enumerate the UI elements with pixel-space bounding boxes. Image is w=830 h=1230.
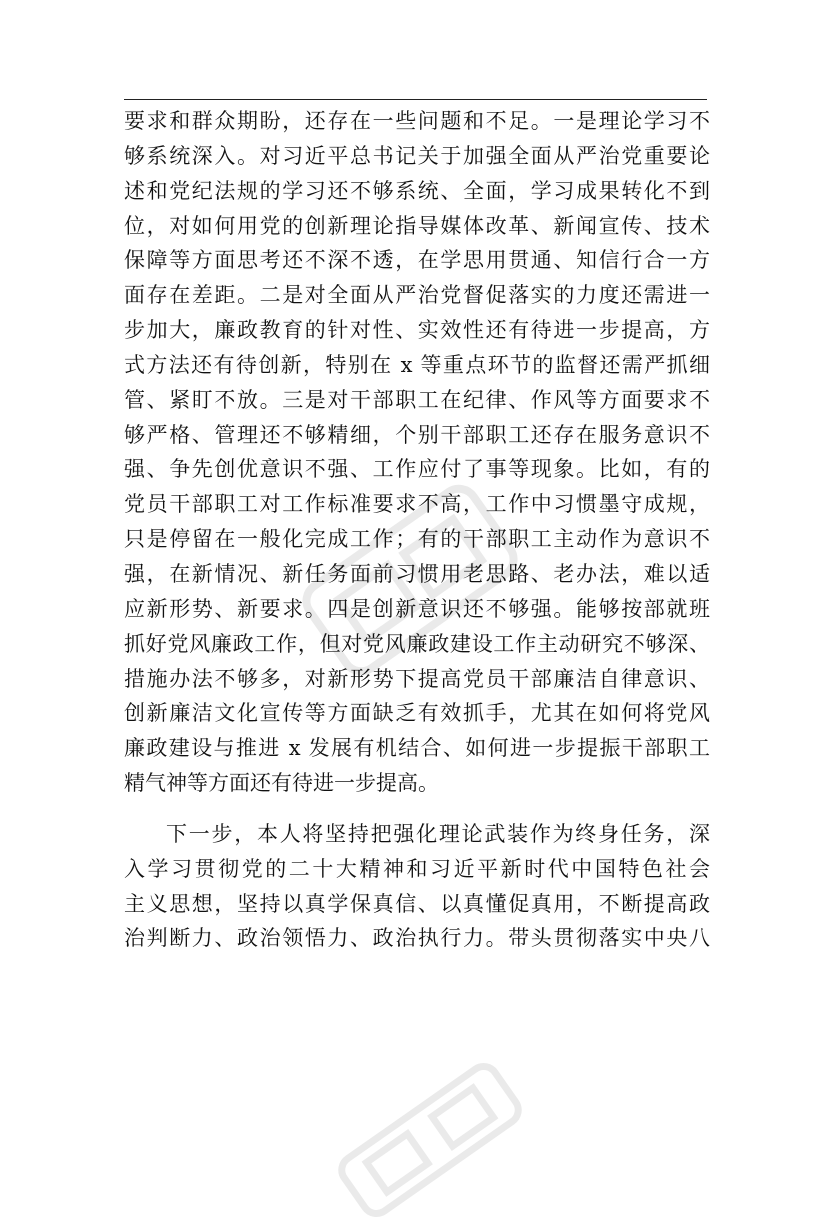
text-line: 强，在新情况、新任务面前习惯用老思路、老办法，难以适 — [124, 561, 710, 586]
text-line: 精气神等方面还有待进一步提高。 — [124, 771, 439, 796]
text-line: 下一步，本人将坚持把强化理论武装作为终身任务，深 — [166, 821, 710, 846]
text-line: 步加大，廉政教育的针对性、实效性还有待进一步提高，方 — [124, 318, 710, 343]
paragraph-gap — [124, 801, 710, 817]
text-line: 治判断力、政治领悟力、政治执行力。带头贯彻落实中央八 — [124, 926, 710, 951]
text-line: 创新廉洁文化宣传等方面缺乏有效抓手，尤其在如何将党风 — [124, 701, 710, 726]
text-line: 主义思想，坚持以真学保真信、以真懂促真用，不断提高政 — [124, 891, 710, 916]
text-line: 措施办法不够多，对新形势下提高党员干部廉洁自律意识、 — [124, 666, 710, 691]
text-line: 强、争先创优意识不强、工作应付了事等现象。比如，有的 — [124, 457, 710, 482]
text-line: 只是停留在一般化完成工作；有的干部职工主动作为意识不 — [124, 527, 710, 552]
paragraph-2 — [124, 817, 710, 956]
text-line: 抓好党风廉政工作，但对党风廉政建设工作主动研究不够深、 — [124, 631, 710, 656]
paragraph-1 — [124, 104, 710, 801]
text-line: 应新形势、新要求。四是创新意识还不够强。能够按部就班 — [124, 596, 710, 621]
watermark-logo-bottom — [325, 1050, 535, 1230]
text-line: 要求和群众期盼，还存在一些问题和不足。一是理论学习不 — [124, 109, 710, 133]
text-line: 入学习贯彻党的二十大精神和习近平新时代中国特色社会 — [124, 856, 710, 881]
text-line: 式方法还有待创新，特别在 x 等重点环节的监督还需严抓细 — [124, 352, 710, 377]
text-line: 廉政建设与推进 x 发展有机结合、如何进一步提振干部职工 — [124, 736, 710, 761]
text-line: 保障等方面思考还不深不透，在学思用贯通、知信行合一方 — [124, 248, 710, 273]
text-line: 述和党纪法规的学习还不够系统、全面，学习成果转化不到 — [124, 178, 710, 203]
text-line: 面存在差距。二是对全面从严治党督促落实的力度还需进一 — [124, 283, 710, 308]
header-rule — [124, 99, 707, 100]
text-line: 管、紧盯不放。三是对干部职工在纪律、作风等方面要求不 — [124, 387, 710, 412]
body-text — [124, 104, 710, 956]
text-line: 位，对如何用党的创新理论指导媒体改革、新闻宣传、技术 — [124, 213, 710, 238]
text-line: 够系统深入。对习近平总书记关于加强全面从严治党重要论 — [124, 143, 710, 168]
text-line: 够严格、管理还不够精细，个别干部职工还存在服务意识不 — [124, 422, 710, 447]
text-line: 党员干部职工对工作标准要求不高，工作中习惯墨守成规， — [124, 492, 710, 517]
